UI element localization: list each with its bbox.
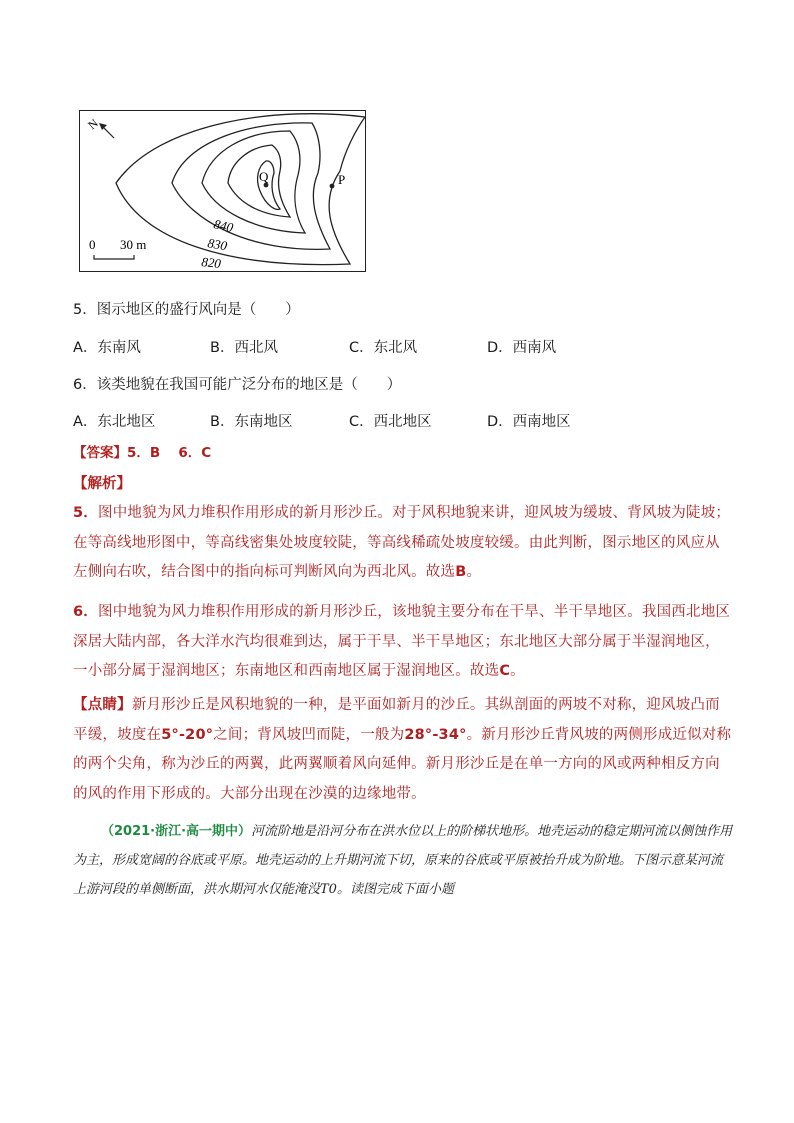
scale-value-label: 30 m [120,237,147,252]
answer-label: 【答案】 [73,445,127,461]
q5-option-b: B．西北风 [210,340,278,356]
north-arrow-icon [99,123,114,138]
question-5-stem: 5．图示地区的盛行风向是（ ） [73,302,300,318]
q5-option-c: C．东北风 [349,340,418,356]
q6-option-b: B．东南地区 [210,414,293,430]
contour-820 [116,114,365,265]
analysis-6-answer: C [499,663,511,679]
analysis-5-number: 5． [73,505,98,521]
contour-map-svg [80,111,367,273]
analysis-5-paragraph [73,499,733,588]
analysis-5-end: 。 [466,564,482,580]
analysis-5-answer: B [455,564,467,580]
next-question-intro [73,817,733,904]
north-label: N [85,115,101,133]
point-p-marker [330,184,335,189]
answer-line [73,441,211,461]
analysis-6-number: 6． [73,604,98,620]
contour-map-figure [79,110,366,272]
tip-range-2: 28°-34° [404,726,467,743]
question-6-stem: 6．该类地貌在我国可能广泛分布的地区是（ ） [73,377,402,393]
next-intro-text: 河流阶地是沿河分布在洪水位以上的阶梯状地形。地壳运动的稳定期河流以侧蚀作用为主，形成宽阔的谷底或平原。地壳运动的上升期河流下切，原来的谷底或平原被抬升成为阶地。下图示意某河流上游河段的单侧断面，洪水期河水仅能淹没T0。读图完成下面小题 [73,824,733,897]
tip-label: 【点睛】 [73,697,132,713]
q6-option-c: C．西北地区 [349,414,432,430]
analysis-label: 【解析】 [73,476,131,492]
tip-text-2: 之间；背风坡凹而陡，一般为 [213,726,405,743]
analysis-5-text: 图中地貌为风力堆积作用形成的新月形沙丘。对于风积地貌来讲，迎风坡为缓坡、背风坡为陡坡；在等高线地形图中，等高线密集处坡度较陡，等高线稀疏处坡度较缓。由此判断，图示地区的风应从左侧向右吹，结合图中的指向标可判断风向为西北风。故选 [73,505,731,580]
q6-option-d: D．西南地区 [487,414,571,430]
contour-830 [172,123,330,249]
tip-range-1: 5°-20° [161,726,214,743]
analysis-6-end: 。 [510,663,525,679]
contour-label-820: 820 [200,254,222,272]
tip-text-1: 新月形沙丘是风积地貌的一种，是平面如新月的沙丘。其纵剖面的两坡不对称，迎风坡凸而平缓，坡度在 [73,697,720,743]
contour-label-830: 830 [206,235,229,254]
analysis-6-text: 图中地貌为风力堆积作用形成的新月形沙丘，该地貌主要分布在干旱、半干旱地区。我国西北地区深居大陆内部，各大洋水汽均很难到达，属于干旱、半干旱地区；东北地区大部分属于半湿润地区，一小部分属于湿润地区；东南地区和西南地区属于湿润地区。故选 [73,604,731,679]
scale-zero-label: 0 [89,237,96,252]
answer-text: 5．B 6．C [127,445,212,461]
analysis-6-paragraph [73,598,733,687]
scale-bar [94,255,134,259]
q5-option-a: A．东南风 [73,340,141,356]
point-q-label: Q [259,169,269,184]
tip-paragraph [73,691,733,809]
q6-option-a: A．东北地区 [73,414,156,430]
q5-option-d: D．西南风 [487,340,557,356]
tip-text-3: 。新月形沙丘背风坡的两侧形成近似对称的两个尖角，称为沙丘的两翼，此两翼顺着风向延伸。新月形沙丘是在单一方向的风或两种相反方向的风的作用下形成的。大部分出现在沙漠的边缘地带。 [73,726,732,802]
point-p-label: P [338,172,346,187]
question-source: （2021·浙江·高一期中） [101,824,252,839]
contour-label-840: 840 [212,216,235,235]
